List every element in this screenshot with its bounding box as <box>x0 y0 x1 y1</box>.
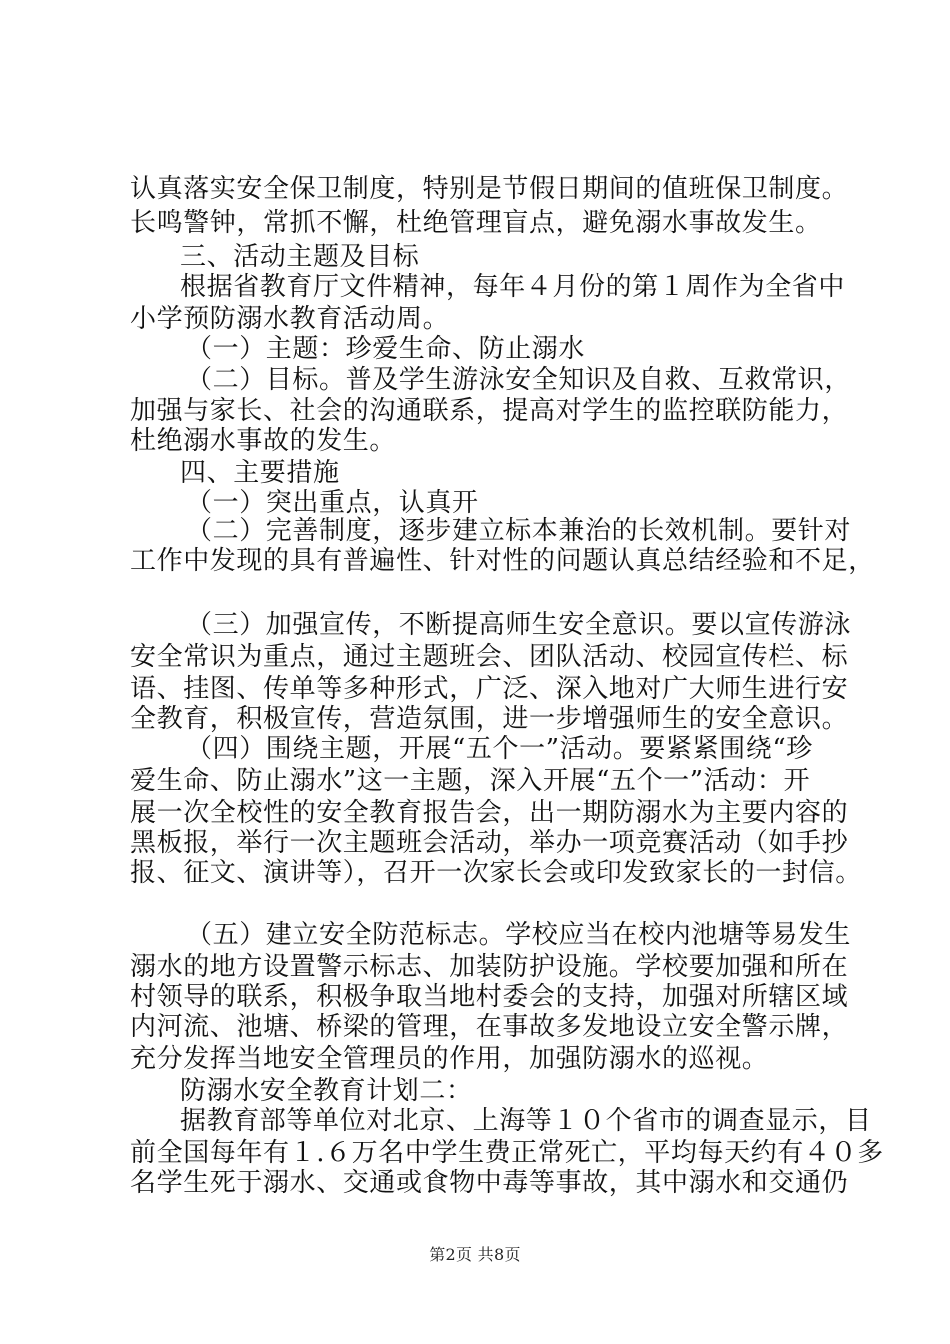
paragraph-line: 据教育部等单位对北京、上海等１０个省市的调查显示，目 <box>180 1106 872 1136</box>
paragraph-line: 报、征文、演讲等），召开一次家长会或印发致家长的一封信。 <box>130 858 862 888</box>
paragraph-line: （一）主题：珍爱生命、防止溺水 <box>186 334 586 364</box>
paragraph-line: 前全国每年有１.６万名中学生费正常死亡，平均每天约有４０多 <box>130 1138 884 1168</box>
paragraph-line: 语、挂图、传单等多种形式，广泛、深入地对广大师生进行安 <box>130 674 849 704</box>
paragraph-line: （四）围绕主题，开展“五个一”活动。要紧紧围绕“珍 <box>186 734 813 764</box>
section-heading: 三、活动主题及目标 <box>180 242 420 272</box>
paragraph-line: 名学生死于溺水、交通或食物中毒等事故，其中溺水和交通仍 <box>130 1168 849 1198</box>
paragraph-line: 长鸣警钟，常抓不懈，杜绝管理盲点，避免溺水事故发生。 <box>130 208 822 238</box>
paragraph-line: 溺水的地方设置警示标志、加装防护设施。学校要加强和所在 <box>130 952 849 982</box>
paragraph-line: 加强与家长、社会的沟通联系，提高对学生的监控联防能力， <box>130 396 849 426</box>
paragraph-line: 内河流、池塘、桥梁的管理，在事故多发地设立安全警示牌， <box>130 1012 849 1042</box>
paragraph-line: 村领导的联系，积极争取当地村委会的支持，加强对所辖区域 <box>130 982 849 1012</box>
paragraph-line: 充分发挥当地安全管理员的作用，加强防溺水的巡视。 <box>130 1044 769 1074</box>
paragraph-line: 黑板报，举行一次主题班会活动，举办一项竞赛活动（如手抄 <box>130 828 849 858</box>
section-heading: 四、主要措施 <box>180 458 340 488</box>
paragraph-line: （二）目标。普及学生游泳安全知识及自救、互救常识， <box>186 365 852 395</box>
section-heading: 防溺水安全教育计划二： <box>180 1076 473 1106</box>
paragraph-line: （一）突出重点，认真开 <box>186 488 479 518</box>
paragraph-line: 展一次全校性的安全教育报告会，出一期防溺水为主要内容的 <box>130 798 849 828</box>
paragraph-line: 杜绝溺水事故的发生。 <box>130 426 397 456</box>
paragraph-line: 爱生命、防止溺水”这一主题，深入开展“五个一”活动：开 <box>130 766 811 796</box>
paragraph-line: 安全常识为重点，通过主题班会、团队活动、校园宣传栏、标 <box>130 642 849 672</box>
paragraph-line: （五）建立安全防范标志。学校应当在校内池塘等易发生 <box>186 920 852 950</box>
paragraph-line: 根据省教育厅文件精神，每年４月份的第１周作为全省中 <box>180 272 846 302</box>
paragraph-line: （二）完善制度，逐步建立标本兼治的长效机制。要针对 <box>186 516 852 546</box>
page-number-footer: 第2页 共8页 <box>429 1245 521 1264</box>
paragraph-line: （三）加强宣传，不断提高师生安全意识。要以宣传游泳 <box>186 610 852 640</box>
paragraph-line: 全教育，积极宣传，营造氛围，进一步增强师生的安全意识。 <box>130 704 849 734</box>
paragraph-line: 小学预防溺水教育活动周。 <box>130 304 450 334</box>
paragraph-line: 工作中发现的具有普遍性、针对性的问题认真总结经验和不足， <box>130 546 875 576</box>
paragraph-line: 认真落实安全保卫制度，特别是节假日期间的值班保卫制度。 <box>130 174 849 204</box>
